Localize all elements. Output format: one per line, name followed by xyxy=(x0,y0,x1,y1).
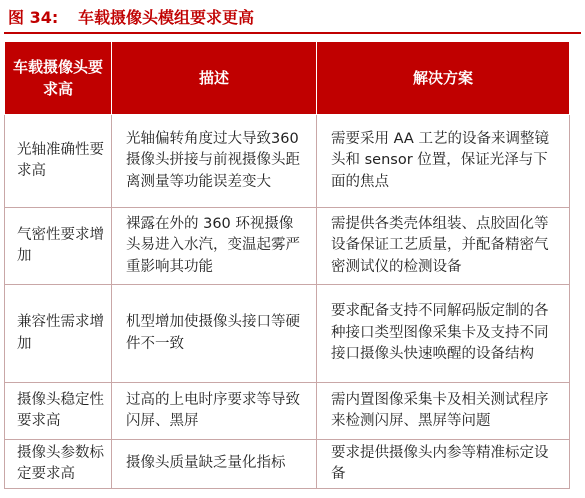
solution-cell: 需提供各类壳体组装、点胶固化等设备保证工艺质量，并配备精密气密测试仪的检测设备 xyxy=(317,208,570,285)
solution-cell: 要求配备支持不同解码版定制的各种接口类型图像采集卡及支持不同接口摄像头快速唤醒的设备结构 xyxy=(317,285,570,383)
requirement-cell: 气密性要求增加 xyxy=(5,208,112,285)
solution-cell: 需内置图像采集卡及相关测试程序来检测闪屏、黑屏等问题 xyxy=(317,383,570,440)
table-row xyxy=(5,440,570,489)
solution-cell: 要求提供摄像头内参等精准标定设备 xyxy=(317,440,570,489)
table-row xyxy=(5,208,570,285)
description-cell: 光轴偏转角度过大导致360摄像头拼接与前视摄像头距离测量等功能误差变大 xyxy=(112,115,317,208)
figure-number: 图 34: xyxy=(8,8,59,27)
table-row xyxy=(5,285,570,383)
figure-caption xyxy=(4,4,581,34)
table-row xyxy=(5,383,570,440)
description-cell: 机型增加使摄像头接口等硬件不一致 xyxy=(112,285,317,383)
solution-cell: 需要采用 AA 工艺的设备来调整镜头和 sensor 位置，保证光泽与下面的焦点 xyxy=(317,115,570,208)
description-cell: 裸露在外的 360 环视摄像头易进入水汽，变温起雾严重影响其功能 xyxy=(112,208,317,285)
requirement-cell: 摄像头参数标定要求高 xyxy=(5,440,112,489)
description-cell: 摄像头质量缺乏量化指标 xyxy=(112,440,317,489)
header-description: 描述 xyxy=(112,42,317,115)
requirements-table xyxy=(4,41,570,489)
header-solution: 解决方案 xyxy=(317,42,570,115)
requirement-cell: 光轴准确性要求高 xyxy=(5,115,112,208)
table-row xyxy=(5,115,570,208)
table-header-row xyxy=(5,42,570,115)
description-cell: 过高的上电时序要求等导致闪屏、黑屏 xyxy=(112,383,317,440)
header-requirement: 车载摄像头要求高 xyxy=(5,42,112,115)
requirement-cell: 兼容性需求增加 xyxy=(5,285,112,383)
figure-title: 车载摄像头模组要求更高 xyxy=(78,8,255,27)
requirement-cell: 摄像头稳定性要求高 xyxy=(5,383,112,440)
